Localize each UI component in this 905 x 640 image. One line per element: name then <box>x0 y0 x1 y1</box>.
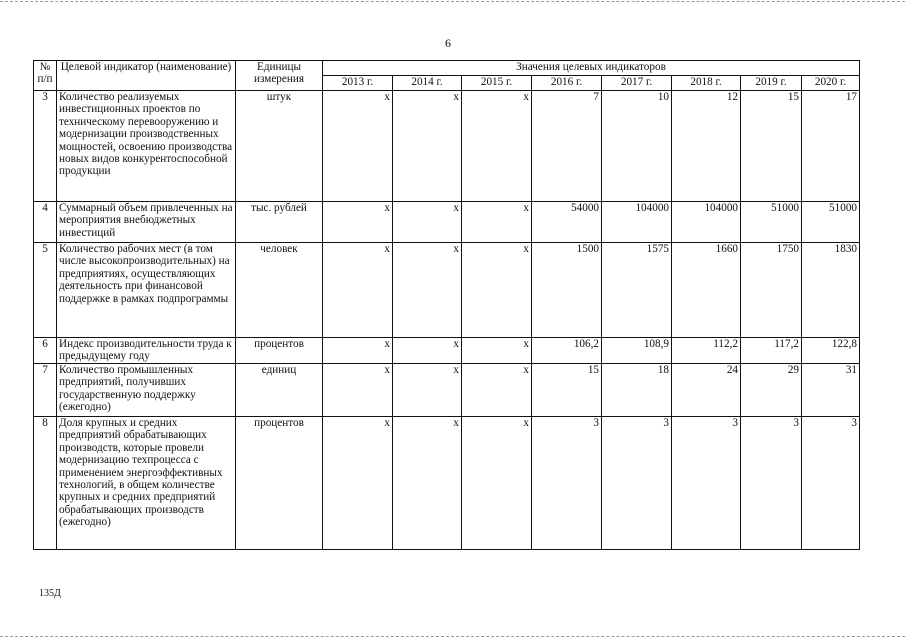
header-year: 2020 г. <box>802 76 860 91</box>
value-cell: 3 <box>741 417 802 550</box>
value-cell: 1830 <box>802 243 860 338</box>
value-cell: 54000 <box>532 202 602 243</box>
value-cell: x <box>323 91 393 202</box>
value-cell: 104000 <box>602 202 672 243</box>
page-number: 6 <box>445 36 451 50</box>
table-row <box>34 417 860 550</box>
unit-cell: процентов <box>236 417 323 550</box>
indicator-name: Количество промышленных предприятий, получивших государственную поддержку (ежегодно) <box>57 364 236 417</box>
header-year: 2019 г. <box>741 76 802 91</box>
scan-edge-top <box>0 1 905 2</box>
value-cell: 3 <box>532 417 602 550</box>
header-row-top <box>34 61 860 76</box>
value-cell: 10 <box>602 91 672 202</box>
table-row <box>34 364 860 417</box>
footer-code: 135Д <box>39 588 61 599</box>
value-cell: 18 <box>602 364 672 417</box>
scan-edge-bottom <box>0 636 905 637</box>
value-cell: 7 <box>532 91 602 202</box>
row-number: 5 <box>34 243 57 338</box>
value-cell: x <box>462 417 532 550</box>
header-year: 2014 г. <box>393 76 462 91</box>
value-cell: 17 <box>802 91 860 202</box>
value-cell: 15 <box>532 364 602 417</box>
value-cell: 106,2 <box>532 338 602 364</box>
value-cell: x <box>393 243 462 338</box>
table-row <box>34 243 860 338</box>
unit-cell: человек <box>236 243 323 338</box>
value-cell: x <box>393 202 462 243</box>
row-number: 4 <box>34 202 57 243</box>
header-year: 2016 г. <box>532 76 602 91</box>
value-cell: 3 <box>602 417 672 550</box>
value-cell: x <box>323 364 393 417</box>
table-row <box>34 202 860 243</box>
indicator-name: Суммарный объем привлеченных на мероприятия внебюджетных инвестиций <box>57 202 236 243</box>
indicators-table <box>33 60 860 550</box>
row-number: 8 <box>34 417 57 550</box>
value-cell: 24 <box>672 364 741 417</box>
value-cell: 112,2 <box>672 338 741 364</box>
value-cell: x <box>393 338 462 364</box>
value-cell: 1750 <box>741 243 802 338</box>
value-cell: 117,2 <box>741 338 802 364</box>
unit-cell: штук <box>236 91 323 202</box>
unit-cell: тыс. рублей <box>236 202 323 243</box>
header-indicator: Целевой индикатор (наименование) <box>57 61 236 91</box>
header-year: 2018 г. <box>672 76 741 91</box>
value-cell: x <box>393 91 462 202</box>
row-number: 6 <box>34 338 57 364</box>
value-cell: 104000 <box>672 202 741 243</box>
value-cell: 122,8 <box>802 338 860 364</box>
value-cell: 31 <box>802 364 860 417</box>
value-cell: 15 <box>741 91 802 202</box>
indicator-name: Количество реализуемых инвестиционных проектов по техническому перевооружению и модернизации производственных мощностей, освоению производства новых видов конкурентоспособной продукции <box>57 91 236 202</box>
unit-cell: процентов <box>236 338 323 364</box>
header-year: 2015 г. <box>462 76 532 91</box>
value-cell: 51000 <box>802 202 860 243</box>
indicator-name: Доля крупных и средних предприятий обрабатывающих производств, которые провели модернизацию техпроцесса с применением энергоэффективных технологий, в общем количестве крупных и средних предприятий обрабатывающих производств (ежегодно) <box>57 417 236 550</box>
value-cell: 3 <box>802 417 860 550</box>
value-cell: x <box>462 202 532 243</box>
value-cell: 1500 <box>532 243 602 338</box>
indicator-name: Индекс производительности труда к предыдущему году <box>57 338 236 364</box>
indicator-name: Количество рабочих мест (в том числе высокопроизводительных) на предприятиях, осуществляющих деятельность при финансовой поддержке в рамках подпрограммы <box>57 243 236 338</box>
value-cell: x <box>323 202 393 243</box>
row-number: 3 <box>34 91 57 202</box>
value-cell: 1660 <box>672 243 741 338</box>
header-unit: Единицы измерения <box>236 61 323 91</box>
unit-cell: единиц <box>236 364 323 417</box>
header-year: 2013 г. <box>323 76 393 91</box>
value-cell: x <box>393 417 462 550</box>
value-cell: x <box>462 243 532 338</box>
value-cell: x <box>323 243 393 338</box>
value-cell: 108,9 <box>602 338 672 364</box>
table-row <box>34 338 860 364</box>
value-cell: 51000 <box>741 202 802 243</box>
value-cell: x <box>462 338 532 364</box>
header-values-group: Значения целевых индикаторов <box>323 61 860 76</box>
value-cell: 3 <box>672 417 741 550</box>
value-cell: x <box>323 338 393 364</box>
value-cell: 1575 <box>602 243 672 338</box>
row-number: 7 <box>34 364 57 417</box>
value-cell: x <box>462 364 532 417</box>
table-row <box>34 91 860 202</box>
header-year: 2017 г. <box>602 76 672 91</box>
value-cell: x <box>323 417 393 550</box>
value-cell: x <box>393 364 462 417</box>
value-cell: 12 <box>672 91 741 202</box>
header-num: № п/п <box>34 61 57 91</box>
value-cell: 29 <box>741 364 802 417</box>
value-cell: x <box>462 91 532 202</box>
